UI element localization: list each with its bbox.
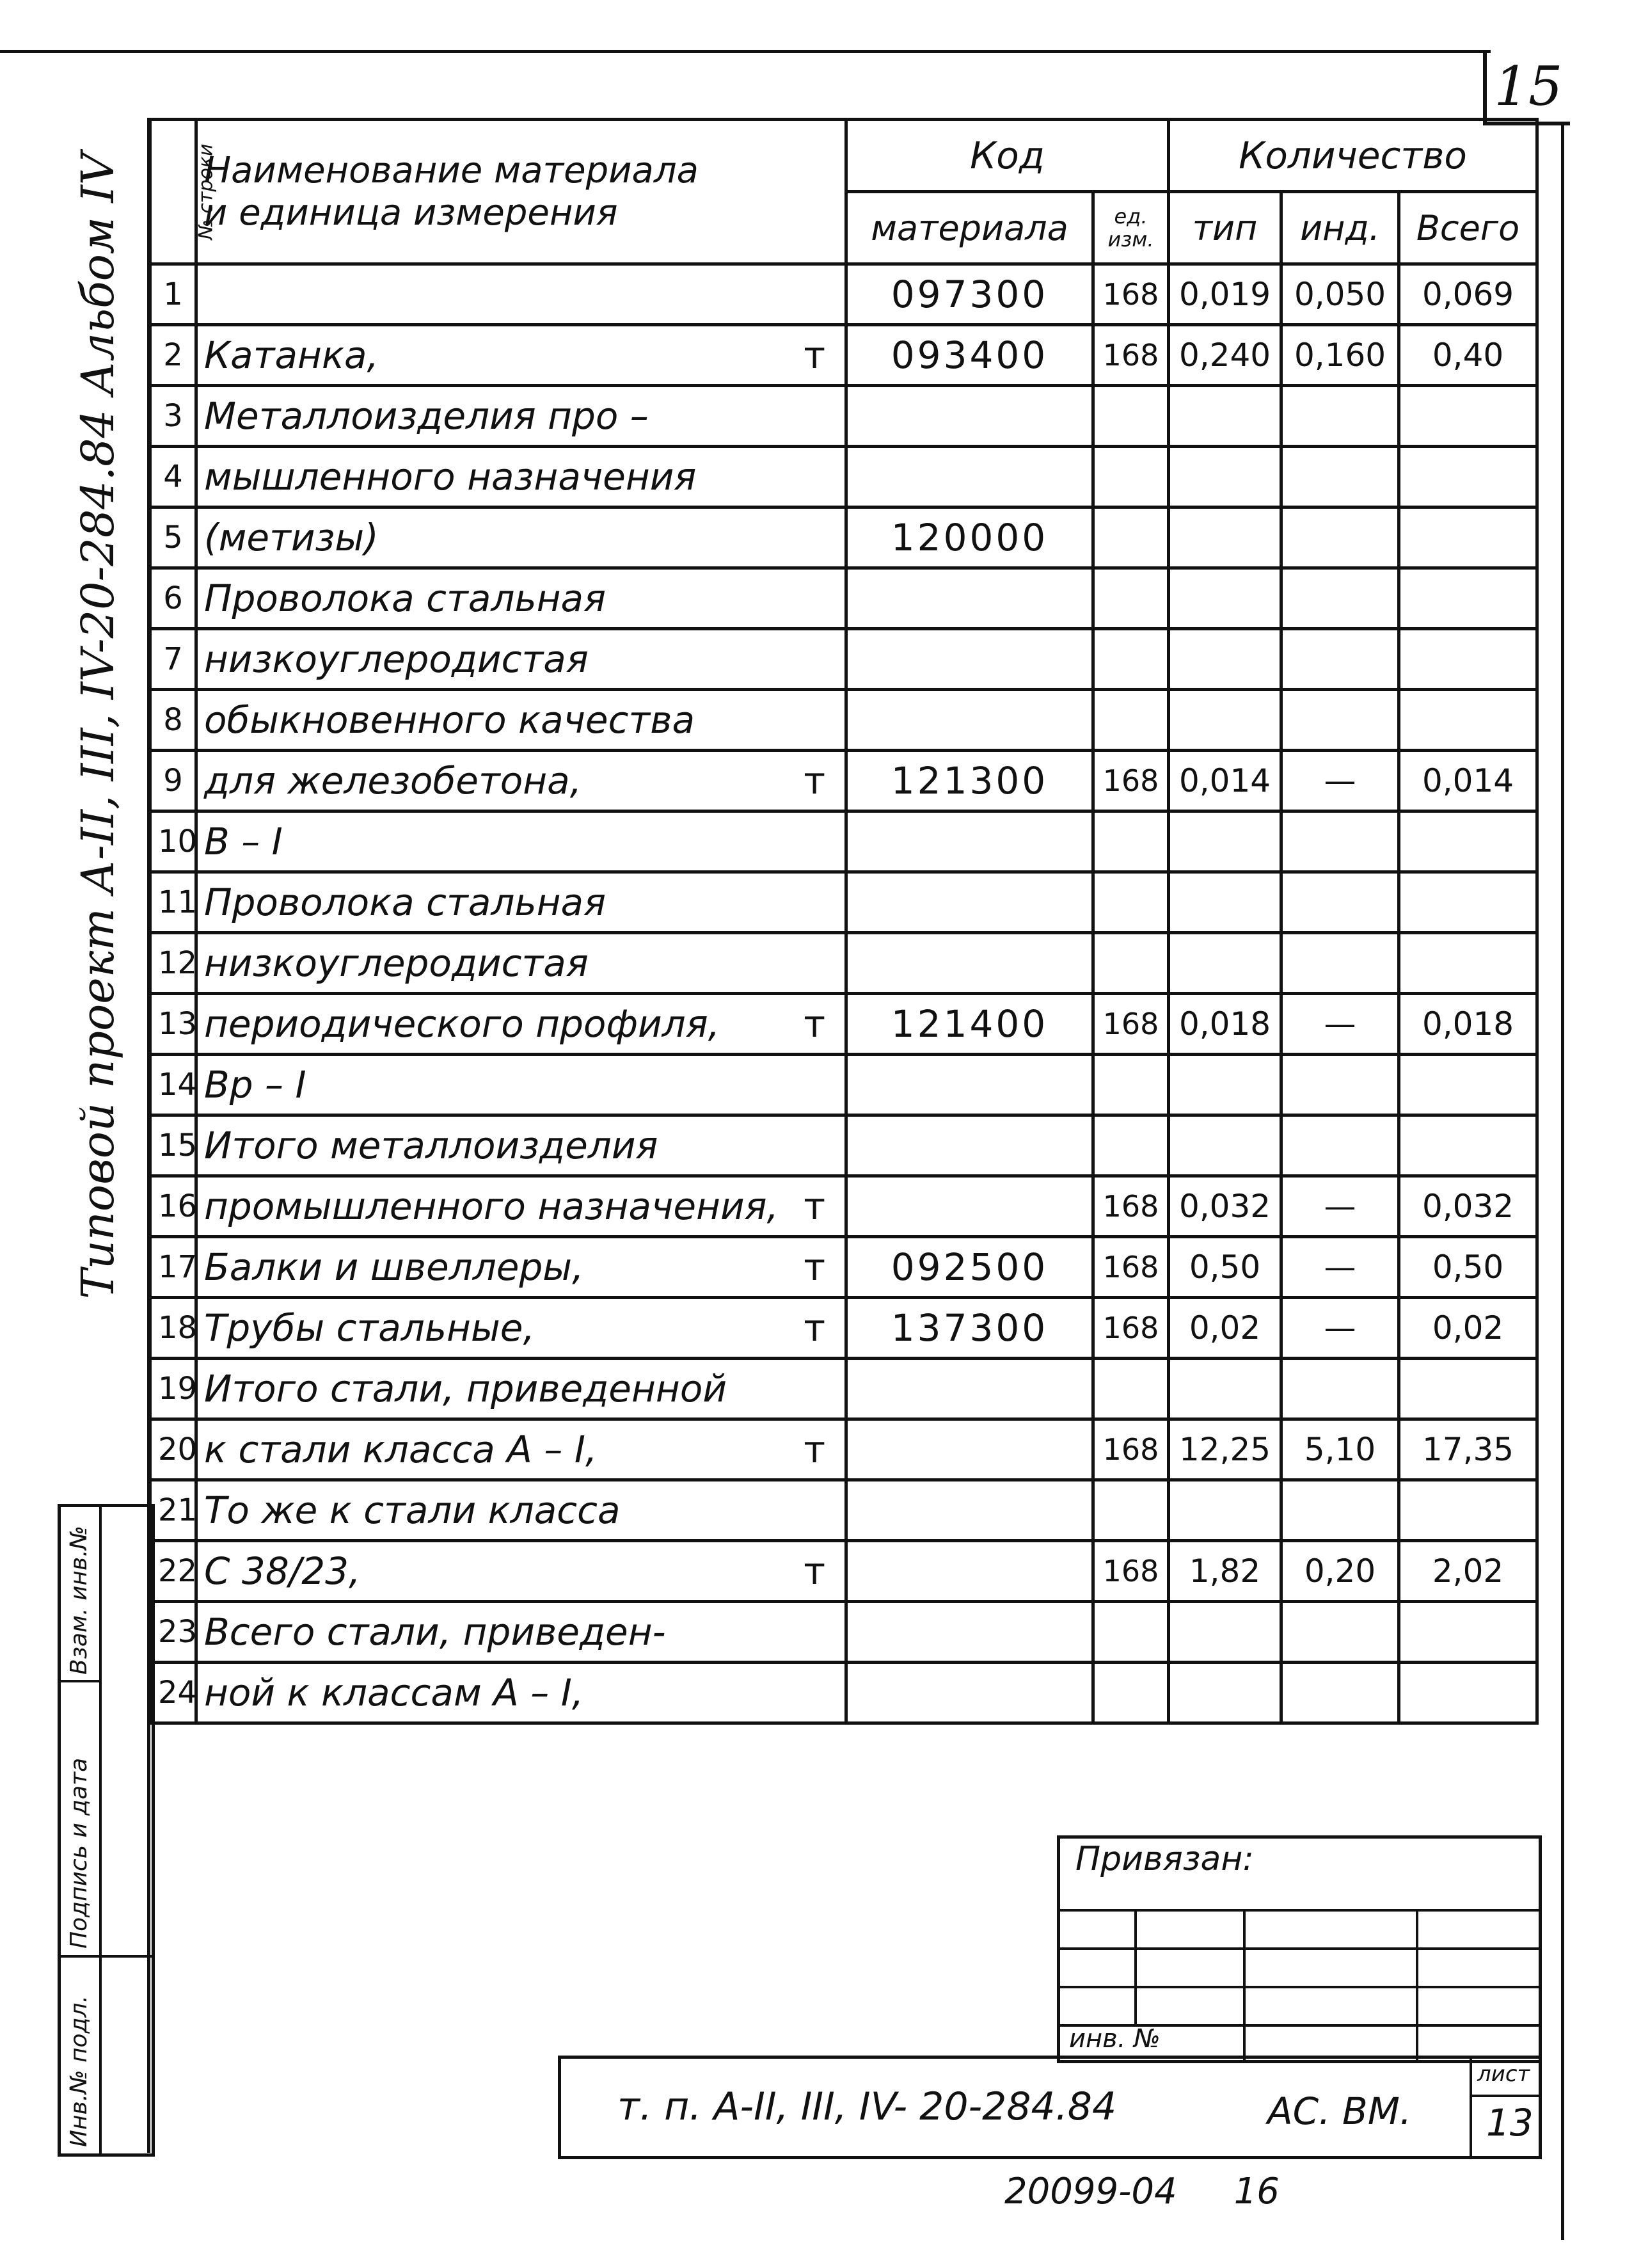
row-number: 24 bbox=[150, 1663, 196, 1723]
sheet-number: 15 bbox=[1483, 51, 1570, 125]
stamp-label-replace: Взам. инв.№ bbox=[66, 1526, 92, 1675]
row-name: Катанка, т bbox=[196, 325, 846, 386]
row-qty-total: 0,02 bbox=[1399, 1298, 1537, 1359]
table-row bbox=[150, 629, 1537, 690]
table-row bbox=[150, 751, 1537, 811]
row-qty-type bbox=[1169, 629, 1281, 690]
table-row bbox=[150, 1663, 1537, 1723]
header-name: Наименование материала и единица измерения bbox=[196, 120, 846, 264]
row-name: низкоуглеродистая bbox=[196, 629, 846, 690]
header-code-unit: ед. изм. bbox=[1093, 192, 1169, 264]
row-unit-code: 168 bbox=[1093, 1298, 1169, 1359]
row-number: 15 bbox=[150, 1115, 196, 1176]
row-qty-ind bbox=[1281, 507, 1399, 568]
row-qty-type: 0,018 bbox=[1169, 994, 1281, 1055]
row-number: 3 bbox=[150, 386, 196, 447]
row-unit-code: 168 bbox=[1093, 1176, 1169, 1237]
row-qty-type bbox=[1169, 568, 1281, 629]
row-qty-ind bbox=[1281, 1602, 1399, 1663]
row-name: Всего стали, приведен- bbox=[196, 1602, 846, 1663]
table-row bbox=[150, 1480, 1537, 1541]
row-qty-type bbox=[1169, 447, 1281, 507]
row-name: для железобетона, т bbox=[196, 751, 846, 811]
row-code bbox=[846, 872, 1093, 933]
header-qty-ind: инд. bbox=[1281, 192, 1399, 264]
row-qty-ind bbox=[1281, 568, 1399, 629]
row-number: 18 bbox=[150, 1298, 196, 1359]
row-unit-code bbox=[1093, 507, 1169, 568]
row-number: 14 bbox=[150, 1055, 196, 1115]
table-row bbox=[150, 1359, 1537, 1419]
row-qty-total bbox=[1399, 629, 1537, 690]
header-qty-total: Всего bbox=[1399, 192, 1537, 264]
row-code: 097300 bbox=[846, 264, 1093, 325]
row-qty-ind: — bbox=[1281, 994, 1399, 1055]
row-unit-code: 168 bbox=[1093, 1419, 1169, 1480]
row-qty-type bbox=[1169, 933, 1281, 994]
row-code bbox=[846, 629, 1093, 690]
row-qty-type bbox=[1169, 1055, 1281, 1115]
row-name: (метизы) bbox=[196, 507, 846, 568]
row-qty-total: 0,018 bbox=[1399, 994, 1537, 1055]
row-code bbox=[846, 690, 1093, 751]
row-code bbox=[846, 1480, 1093, 1541]
row-code bbox=[846, 1359, 1093, 1419]
row-code bbox=[846, 1176, 1093, 1237]
row-qty-total bbox=[1399, 811, 1537, 872]
row-name: периодического профиля, т bbox=[196, 994, 846, 1055]
row-qty-type bbox=[1169, 386, 1281, 447]
row-qty-type: 0,240 bbox=[1169, 325, 1281, 386]
row-qty-type bbox=[1169, 1115, 1281, 1176]
stamp-label-sign: Подпись и дата bbox=[66, 1757, 92, 1949]
table-row bbox=[150, 994, 1537, 1055]
row-unit-code: 168 bbox=[1093, 751, 1169, 811]
row-unit-code bbox=[1093, 447, 1169, 507]
row-qty-ind bbox=[1281, 629, 1399, 690]
right-frame bbox=[1561, 122, 1564, 2240]
row-number: 23 bbox=[150, 1602, 196, 1663]
row-number: 13 bbox=[150, 994, 196, 1055]
row-unit-code bbox=[1093, 568, 1169, 629]
row-measure-unit: т bbox=[804, 759, 825, 803]
row-unit-code: 168 bbox=[1093, 325, 1169, 386]
row-code: 120000 bbox=[846, 507, 1093, 568]
title-designation: т. п. А-II, III, IV- 20-284.84 bbox=[617, 2084, 1117, 2129]
row-qty-ind bbox=[1281, 447, 1399, 507]
row-unit-code: 168 bbox=[1093, 1237, 1169, 1298]
row-number: 1 bbox=[150, 264, 196, 325]
row-number: 7 bbox=[150, 629, 196, 690]
row-qty-ind: 0,20 bbox=[1281, 1541, 1399, 1602]
row-unit-code bbox=[1093, 872, 1169, 933]
row-qty-ind: — bbox=[1281, 1298, 1399, 1359]
row-unit-code bbox=[1093, 933, 1169, 994]
row-qty-total: 0,50 bbox=[1399, 1237, 1537, 1298]
row-name: Итого металлоизделия bbox=[196, 1115, 846, 1176]
row-qty-type: 0,019 bbox=[1169, 264, 1281, 325]
row-qty-type: 0,50 bbox=[1169, 1237, 1281, 1298]
row-number: 12 bbox=[150, 933, 196, 994]
row-qty-type: 0,032 bbox=[1169, 1176, 1281, 1237]
row-qty-type bbox=[1169, 811, 1281, 872]
binding-inv-label: инв. № bbox=[1069, 2024, 1161, 2054]
row-unit-code bbox=[1093, 629, 1169, 690]
row-number: 22 bbox=[150, 1541, 196, 1602]
row-number: 5 bbox=[150, 507, 196, 568]
table-row bbox=[150, 325, 1537, 386]
table-row bbox=[150, 568, 1537, 629]
table-row bbox=[150, 1237, 1537, 1298]
row-code bbox=[846, 811, 1093, 872]
row-qty-total bbox=[1399, 447, 1537, 507]
title-sheet-label: лист bbox=[1477, 2061, 1530, 2087]
row-qty-ind: — bbox=[1281, 1237, 1399, 1298]
row-name: обыкновенного качества bbox=[196, 690, 846, 751]
row-qty-total bbox=[1399, 872, 1537, 933]
table-row bbox=[150, 447, 1537, 507]
row-qty-ind: 0,050 bbox=[1281, 264, 1399, 325]
row-qty-ind: — bbox=[1281, 751, 1399, 811]
table-row bbox=[150, 811, 1537, 872]
row-qty-type: 1,82 bbox=[1169, 1541, 1281, 1602]
title-sheet-value: 13 bbox=[1486, 2101, 1534, 2144]
row-measure-unit: т bbox=[804, 1245, 825, 1289]
row-qty-ind: 0,160 bbox=[1281, 325, 1399, 386]
row-qty-total bbox=[1399, 568, 1537, 629]
row-qty-ind bbox=[1281, 1480, 1399, 1541]
row-qty-ind: 5,10 bbox=[1281, 1419, 1399, 1480]
title-code: АС. ВМ. bbox=[1267, 2089, 1412, 2133]
row-qty-ind bbox=[1281, 1055, 1399, 1115]
row-qty-total bbox=[1399, 1480, 1537, 1541]
row-unit-code bbox=[1093, 811, 1169, 872]
table-row bbox=[150, 507, 1537, 568]
row-unit-code bbox=[1093, 386, 1169, 447]
row-code: 121300 bbox=[846, 751, 1093, 811]
header-row-number: № строки bbox=[150, 120, 196, 264]
table-row bbox=[150, 1419, 1537, 1480]
top-border bbox=[0, 50, 1491, 53]
table-row bbox=[150, 1541, 1537, 1602]
row-unit-code bbox=[1093, 1115, 1169, 1176]
row-number: 16 bbox=[150, 1176, 196, 1237]
row-qty-total bbox=[1399, 1115, 1537, 1176]
row-number: 10 bbox=[150, 811, 196, 872]
row-name bbox=[196, 264, 846, 325]
row-qty-ind bbox=[1281, 1359, 1399, 1419]
row-code: 121400 bbox=[846, 994, 1093, 1055]
row-number: 6 bbox=[150, 568, 196, 629]
row-measure-unit: т bbox=[804, 1306, 825, 1350]
row-qty-total: 0,069 bbox=[1399, 264, 1537, 325]
row-code bbox=[846, 1055, 1093, 1115]
row-name: Итого стали, приведенной bbox=[196, 1359, 846, 1419]
left-stamp bbox=[58, 1504, 155, 2157]
row-qty-ind bbox=[1281, 933, 1399, 994]
table-row bbox=[150, 690, 1537, 751]
row-measure-unit: т bbox=[804, 1185, 825, 1228]
footer-note: 20099-04 16 bbox=[1004, 2171, 1280, 2212]
row-name: То же к стали класса bbox=[196, 1480, 846, 1541]
row-qty-total: 0,40 bbox=[1399, 325, 1537, 386]
row-qty-total bbox=[1399, 386, 1537, 447]
side-title: Типовой проект А-II, III, IV-20-284.84 Альбом IV bbox=[72, 152, 124, 1299]
row-qty-total bbox=[1399, 1663, 1537, 1723]
header-qty-type: тип bbox=[1169, 192, 1281, 264]
table-row bbox=[150, 1055, 1537, 1115]
row-qty-total bbox=[1399, 1602, 1537, 1663]
binding-title: Привязан: bbox=[1075, 1840, 1254, 1878]
table-row bbox=[150, 1298, 1537, 1359]
header-quantity: Количество bbox=[1169, 120, 1537, 192]
row-measure-unit: т bbox=[804, 1428, 825, 1471]
row-code bbox=[846, 1663, 1093, 1723]
row-qty-total bbox=[1399, 933, 1537, 994]
row-measure-unit: т bbox=[804, 1002, 825, 1046]
row-qty-ind bbox=[1281, 811, 1399, 872]
row-name: промышленного назначения, т bbox=[196, 1176, 846, 1237]
row-code bbox=[846, 1602, 1093, 1663]
row-unit-code: 168 bbox=[1093, 1541, 1169, 1602]
table-row bbox=[150, 264, 1537, 325]
row-number: 21 bbox=[150, 1480, 196, 1541]
stamp-label-inv: Инв.№ подл. bbox=[66, 1995, 92, 2147]
row-qty-type: 0,02 bbox=[1169, 1298, 1281, 1359]
row-qty-type bbox=[1169, 1663, 1281, 1723]
row-qty-total bbox=[1399, 690, 1537, 751]
row-number: 8 bbox=[150, 690, 196, 751]
row-unit-code bbox=[1093, 1663, 1169, 1723]
row-name: Вр – I bbox=[196, 1055, 846, 1115]
row-code bbox=[846, 447, 1093, 507]
row-qty-total: 0,032 bbox=[1399, 1176, 1537, 1237]
row-qty-type: 12,25 bbox=[1169, 1419, 1281, 1480]
row-name: к стали класса А – I, т bbox=[196, 1419, 846, 1480]
row-qty-type bbox=[1169, 1480, 1281, 1541]
row-number: 19 bbox=[150, 1359, 196, 1419]
row-unit-code bbox=[1093, 1359, 1169, 1419]
row-qty-type bbox=[1169, 1602, 1281, 1663]
binding-box bbox=[1057, 1835, 1542, 2063]
row-qty-ind bbox=[1281, 1663, 1399, 1723]
row-code bbox=[846, 1541, 1093, 1602]
row-name: Балки и швеллеры, т bbox=[196, 1237, 846, 1298]
row-name: мышленного назначения bbox=[196, 447, 846, 507]
table-row bbox=[150, 1115, 1537, 1176]
row-measure-unit: т bbox=[804, 1549, 825, 1593]
row-name: Проволока стальная bbox=[196, 872, 846, 933]
row-number: 17 bbox=[150, 1237, 196, 1298]
row-code bbox=[846, 933, 1093, 994]
row-number: 4 bbox=[150, 447, 196, 507]
table-row bbox=[150, 386, 1537, 447]
row-qty-type bbox=[1169, 690, 1281, 751]
row-qty-ind bbox=[1281, 872, 1399, 933]
table-row bbox=[150, 933, 1537, 994]
row-unit-code: 168 bbox=[1093, 264, 1169, 325]
table-row bbox=[150, 1176, 1537, 1237]
title-block bbox=[558, 2056, 1542, 2159]
row-qty-total: 0,014 bbox=[1399, 751, 1537, 811]
row-code: 093400 bbox=[846, 325, 1093, 386]
row-name: низкоуглеродистая bbox=[196, 933, 846, 994]
row-number: 9 bbox=[150, 751, 196, 811]
row-qty-type bbox=[1169, 872, 1281, 933]
table-row bbox=[150, 872, 1537, 933]
row-name: С 38/23, т bbox=[196, 1541, 846, 1602]
row-number: 2 bbox=[150, 325, 196, 386]
row-qty-total bbox=[1399, 1055, 1537, 1115]
row-measure-unit: т bbox=[804, 333, 825, 377]
row-unit-code bbox=[1093, 1055, 1169, 1115]
row-qty-ind bbox=[1281, 386, 1399, 447]
row-qty-total bbox=[1399, 507, 1537, 568]
row-unit-code bbox=[1093, 1602, 1169, 1663]
row-code: 092500 bbox=[846, 1237, 1093, 1298]
row-qty-total bbox=[1399, 1359, 1537, 1419]
row-qty-type bbox=[1169, 507, 1281, 568]
row-code: 137300 bbox=[846, 1298, 1093, 1359]
row-code bbox=[846, 568, 1093, 629]
row-name: В – I bbox=[196, 811, 846, 872]
row-unit-code: 168 bbox=[1093, 994, 1169, 1055]
row-name: Проволока стальная bbox=[196, 568, 846, 629]
row-qty-ind bbox=[1281, 1115, 1399, 1176]
row-qty-total: 2,02 bbox=[1399, 1541, 1537, 1602]
row-number: 20 bbox=[150, 1419, 196, 1480]
row-code bbox=[846, 1419, 1093, 1480]
row-qty-total: 17,35 bbox=[1399, 1419, 1537, 1480]
row-qty-ind: — bbox=[1281, 1176, 1399, 1237]
row-number: 11 bbox=[150, 872, 196, 933]
row-qty-type: 0,014 bbox=[1169, 751, 1281, 811]
row-code bbox=[846, 1115, 1093, 1176]
row-unit-code bbox=[1093, 1480, 1169, 1541]
row-unit-code bbox=[1093, 690, 1169, 751]
spec-table bbox=[148, 118, 1539, 1725]
row-qty-type bbox=[1169, 1359, 1281, 1419]
row-qty-ind bbox=[1281, 690, 1399, 751]
row-code bbox=[846, 386, 1093, 447]
row-name: Трубы стальные, т bbox=[196, 1298, 846, 1359]
row-name: ной к классам А – I, bbox=[196, 1663, 846, 1723]
row-name: Металлоизделия про – bbox=[196, 386, 846, 447]
table-row bbox=[150, 1602, 1537, 1663]
header-code-material: материала bbox=[846, 192, 1093, 264]
header-code: Код bbox=[846, 120, 1169, 192]
